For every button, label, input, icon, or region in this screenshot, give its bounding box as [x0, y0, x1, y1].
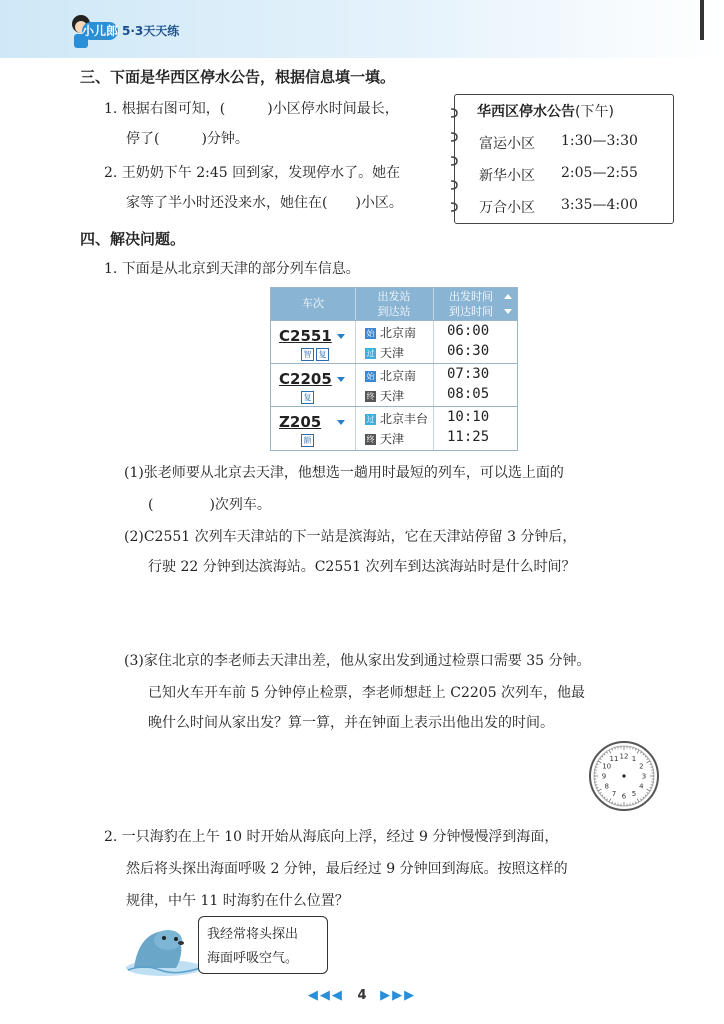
notice-title-note: (下午) [575, 104, 614, 120]
train-row[interactable] [271, 406, 517, 449]
train-number: C2551 [279, 327, 332, 345]
sort-arrows-icon[interactable] [504, 292, 512, 316]
arrival-station: 终 天津 [366, 432, 405, 446]
bubble-line2: 海面呼吸空气。 [207, 951, 299, 966]
p1-line2: ( )次列车。 [148, 497, 271, 513]
p3-line1: (3)家住北京的李老师去天津出差，他从家出发到通过检票口需要 35 分钟。 [124, 653, 591, 669]
clock-numeral: 2 [639, 762, 644, 771]
clock-numeral: 9 [601, 772, 607, 781]
page-footer [0, 988, 724, 1003]
clock-numeral: 5 [631, 789, 637, 798]
section3-title: 三、下面是华西区停水公告，根据信息填一填。 [80, 68, 396, 86]
page-number: 4 [357, 988, 367, 1003]
departure-time: 06:00 [447, 323, 490, 339]
q1-line2: 停了( )分钟。 [126, 131, 249, 147]
clock-face-icon[interactable] [588, 740, 660, 812]
p2-line1: (2)C2551 次列车天津站的下一站是滨海站，它在天津站停留 3 分钟后， [124, 529, 577, 545]
clock-numeral: 1 [631, 755, 637, 764]
train-badge: 额 [301, 434, 314, 447]
end-tag: 终 [366, 392, 375, 401]
p3-line2: 已知火车开车前 5 分钟停止检票，李老师想赶上 C2205 次列车，他最 [148, 685, 586, 701]
start-tag: 始 [366, 372, 375, 381]
start-tag: 始 [366, 329, 375, 338]
notice-time: 2:05—2:55 [561, 165, 638, 181]
water-notice-board [454, 94, 674, 224]
prev-arrows-icon[interactable]: ◀◀◀ [307, 988, 344, 1003]
next-arrows-icon[interactable]: ▶▶▶ [380, 988, 417, 1003]
train-schedule-table [270, 287, 518, 451]
brand-badge: 小儿郎 [82, 24, 119, 38]
arrival-time: 11:25 [447, 429, 490, 445]
departure-station: 过 北京丰台 [366, 412, 429, 426]
chevron-down-icon[interactable] [337, 334, 345, 339]
p2-line2: 行驶 22 分钟到达滨海站。C2551 次列车到达滨海站时是什么时间？ [148, 559, 576, 575]
notice-row [479, 197, 638, 217]
header-times[interactable]: 出发时间 到达时间 [449, 290, 493, 318]
notice-time: 1:30—3:30 [561, 133, 638, 149]
section4-title: 四、解决问题。 [80, 230, 186, 248]
clock-numeral: 6 [621, 792, 627, 801]
train-number: C2205 [279, 370, 332, 388]
q2-seal-line1: 2. 一只海豹在上午 10 时开始从海底向上浮，经过 9 分钟慢慢浮到海面， [104, 829, 559, 845]
departure-station: 始 北京南 [366, 326, 417, 340]
binder-rings-icon [449, 103, 461, 215]
train-number: Z205 [279, 413, 322, 431]
notice-title: 华西区停水公告(下午) [477, 104, 614, 120]
q1-line1: 1. 根据右图可知，( )小区停水时间最长， [104, 101, 399, 117]
clock-numeral: 10 [602, 762, 612, 771]
page-header [0, 0, 724, 58]
seal-icon [124, 918, 204, 978]
p1-line1: (1)张老师要从北京去天津，他想选一趟用时最短的列车，可以选上面的 [124, 465, 564, 481]
train-badge: 智 [301, 348, 314, 361]
speech-bubble [198, 916, 328, 974]
clock-numeral: 8 [604, 782, 609, 791]
notice-row [479, 165, 638, 185]
clock-numeral: 7 [611, 789, 617, 798]
arrival-station: 过 天津 [366, 346, 405, 360]
departure-time: 10:10 [447, 409, 490, 425]
section4-q1-intro: 1. 下面是从北京到天津的部分列车信息。 [104, 261, 360, 277]
pass-tag: 过 [366, 349, 375, 358]
clock-numeral: 12 [619, 752, 629, 761]
end-tag: 终 [366, 435, 375, 444]
arrival-time: 06:30 [447, 343, 490, 359]
q2-line1: 2. 王奶奶下午 2:45 回到家，发现停水了。她在 [104, 165, 401, 181]
clock-numeral: 11 [609, 755, 619, 764]
q2-seal-line2: 然后将头探出海面呼吸 2 分钟，最后经过 9 分钟回到海底。按照这样的 [126, 861, 568, 877]
departure-time: 07:30 [447, 366, 490, 382]
notice-community: 万合小区 [479, 200, 535, 216]
arrival-time: 08:05 [447, 386, 490, 402]
notice-community: 富运小区 [479, 136, 535, 152]
clock-numeral: 4 [639, 782, 644, 791]
q2-line2: 家等了半小时还没来水，她住在( )小区。 [126, 195, 403, 211]
page-edge [700, 0, 704, 40]
header-stations: 出发站 到达站 [377, 290, 411, 318]
header-train-no: 车次 [302, 297, 324, 310]
notice-time: 3:35—4:00 [561, 197, 638, 213]
pass-tag: 过 [366, 415, 375, 424]
bubble-line1: 我经常将头探出 [207, 927, 299, 942]
train-row[interactable] [271, 320, 517, 363]
arrival-station: 终 天津 [366, 389, 405, 403]
p3-line3: 晚什么时间从家出发？算一算，并在钟面上表示出他出发的时间。 [148, 715, 554, 731]
brand-text: 5·3天天练 [122, 24, 180, 38]
notice-row [479, 133, 638, 153]
table-header [271, 288, 517, 320]
train-badge: 复 [301, 391, 314, 404]
departure-station: 始 北京南 [366, 369, 417, 383]
chevron-down-icon[interactable] [337, 420, 345, 425]
notice-community: 新华小区 [479, 168, 535, 184]
train-badge: 复 [316, 348, 329, 361]
clock-numeral: 3 [641, 772, 647, 781]
chevron-down-icon[interactable] [337, 377, 345, 382]
train-row[interactable] [271, 363, 517, 406]
q2-seal-line3: 规律，中午 11 时海豹在什么位置？ [126, 893, 349, 909]
